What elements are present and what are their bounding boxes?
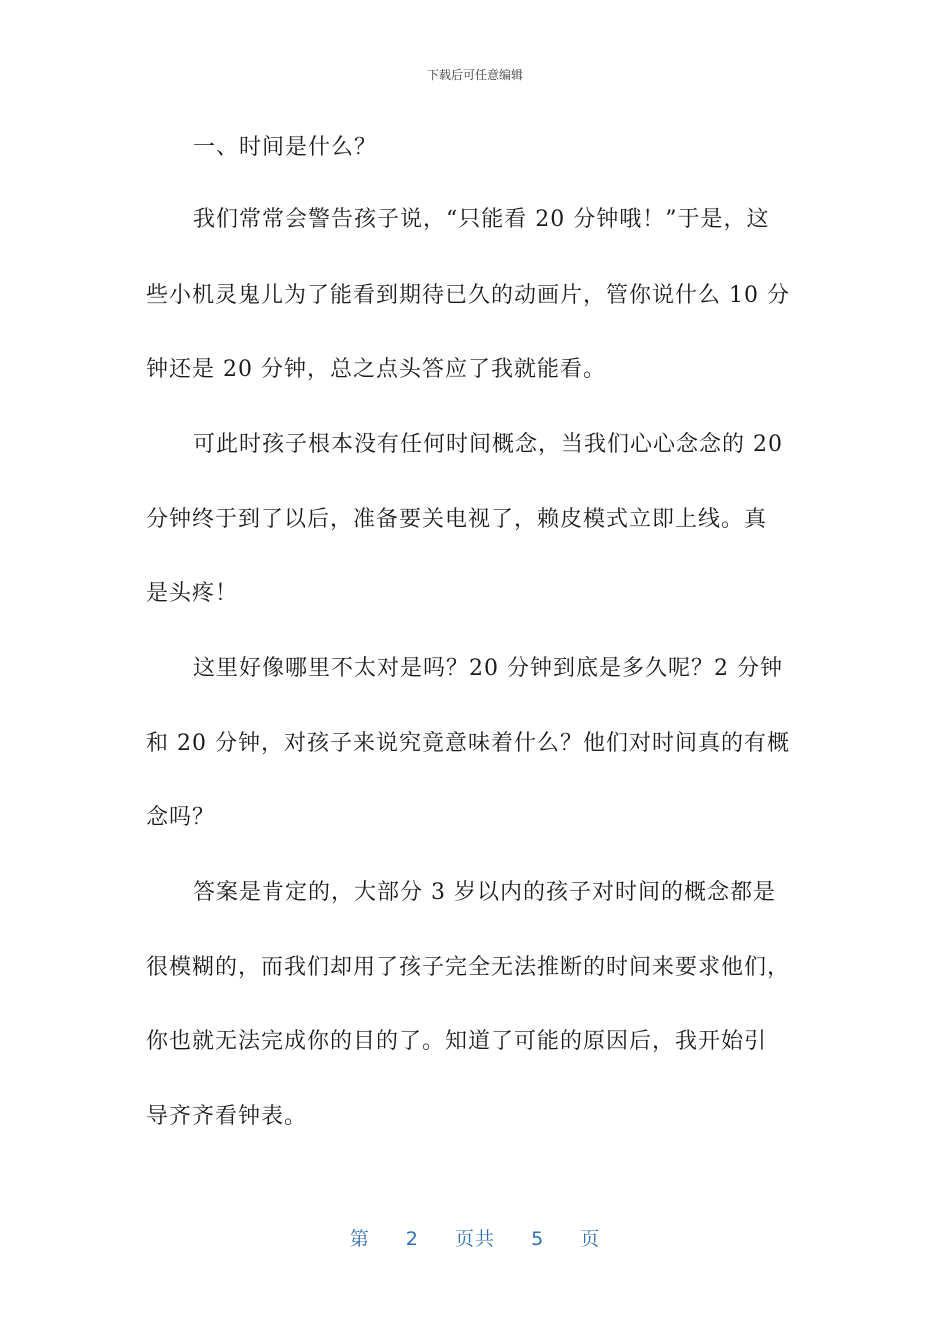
total-pages-number: 5 bbox=[531, 1228, 545, 1250]
current-page-number: 2 bbox=[405, 1228, 419, 1250]
paragraph-line: 很模糊的，而我们却用了孩子完全无法推断的时间来要求他们， bbox=[146, 955, 791, 980]
paragraph-line: 这里好像哪里不太对是吗？20 分钟到底是多久呢？2 分钟 bbox=[193, 656, 783, 681]
paragraph-line: 是头疼！ bbox=[146, 581, 239, 606]
paragraph-line: 些小机灵鬼儿为了能看到期待已久的动画片，管你说什么 10 分 bbox=[146, 283, 790, 308]
paragraph-line: 和 20 分钟，对孩子来说究竟意味着什么？他们对时间真的有概 bbox=[146, 731, 790, 756]
footer-suffix: 页 bbox=[580, 1228, 601, 1250]
page-footer bbox=[0, 1224, 950, 1251]
footer-middle: 页共 bbox=[454, 1228, 495, 1250]
paragraph-line: 钟还是 20 分钟，总之点头答应了我就能看。 bbox=[146, 357, 606, 382]
paragraph-line: 导齐齐看钟表。 bbox=[146, 1104, 308, 1129]
page-header: 下载后可任意编辑 bbox=[426, 68, 523, 82]
paragraph-line: 我们常常会警告孩子说，“只能看 20 分钟哦！”于是，这 bbox=[193, 207, 770, 232]
paragraph-line: 分钟终于到了以后，准备要关电视了，赖皮模式立即上线。真 bbox=[146, 507, 768, 532]
footer-prefix: 第 bbox=[349, 1228, 370, 1250]
section-heading: 一、时间是什么？ bbox=[193, 135, 378, 160]
paragraph-line: 你也就无法完成你的目的了。知道了可能的原因后，我开始引 bbox=[146, 1029, 768, 1054]
paragraph-line: 可此时孩子根本没有任何时间概念，当我们心心念念的 20 bbox=[193, 432, 783, 457]
paragraph-line: 答案是肯定的，大部分 3 岁以内的孩子对时间的概念都是 bbox=[193, 880, 776, 905]
paragraph-line: 念吗？ bbox=[146, 805, 216, 830]
